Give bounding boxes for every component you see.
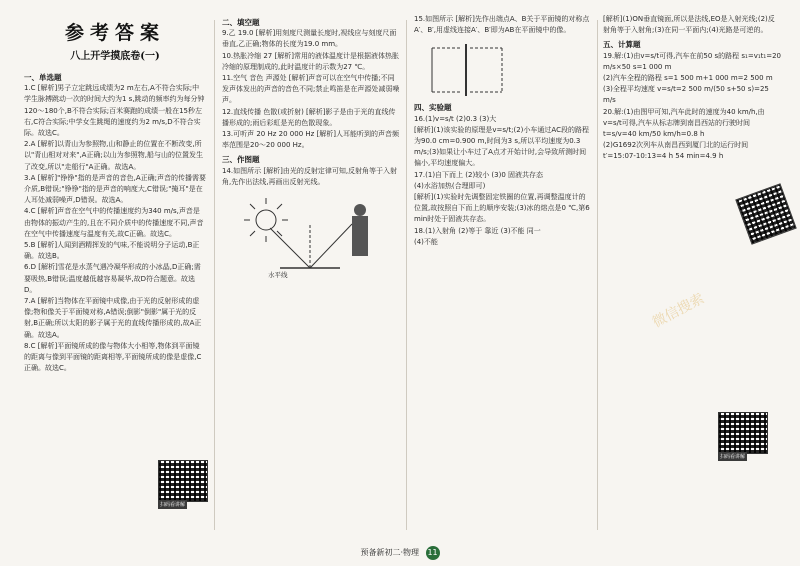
answer-item: 12.直线传播 色散(或折射) [解析]影子是由于光的直线传播形成的;雨后彩虹是光的色散现象。	[222, 107, 396, 127]
answer-item: [解析](1)实验时先调整固定铁圈的位置,再调整温度计的位置,故按照自下而上的顺序安装;(3)冰的熔点是0 ℃,第6 min时处于固液共存态。	[414, 193, 590, 224]
watermark-text: 微信搜索	[649, 290, 707, 332]
answer-item: 18.(1)入射角 (2)等于 靠近 (3)不能 同一	[414, 226, 541, 235]
mirror-diagram	[422, 42, 522, 98]
qr-label: 扫码看讲解	[720, 454, 746, 460]
footer-text: 预备新初二·物理	[360, 548, 419, 557]
page-number: 11	[426, 546, 440, 560]
answer-item: 8.C [解析]平面镜所成的像与物体大小相等,物体到平面镜的距离与像到平面镜的距离相等,平面镜所成的像是虚像,C正确。故选C。	[24, 341, 202, 373]
section-heading: 五、计算题	[603, 40, 641, 50]
answer-item: 20.解:(1)由图甲可知,汽车此时的速度为40 km/h,由v=s/t可得,汽车从标志牌到南昌西站的行驶时间 t=s/v=40 km/50 km/h=0.8 h	[603, 107, 765, 139]
column-divider	[597, 20, 598, 530]
exam-subtitle: 八上开学摸底卷(一)	[70, 51, 160, 62]
answer-item: 10.热胀冷缩 27 [解析]常用的液体温度计是根据液体热胀冷缩的原理制成的,此时温度计的示数为27 ℃。	[222, 51, 399, 71]
answer-item: 7.A [解析]当物体在平面镜中成像,由于光的反射形成的虚像;物和像关于平面镜对称,A错误;倒影"倒影"属于光的反射,B正确;所以太阳的影子属于光的直线传播形成的,故A正确。故选A。	[24, 297, 202, 339]
answer-item: 2.A [解析]以青山为参照物,山和静止的位置在不断改变,所以"青山相对对来",A正确;以山为参照物,船与山的位置发生了改变,所以"走船行"A正确。故选A。	[24, 140, 204, 171]
answer-item: 6.D [解析]雪花是水蒸气遇冷凝华形成的小冰晶,D正确;需要吸热,B错误;温度越低越容易凝华,故D符合题意。故选D。	[24, 263, 201, 294]
reflection-figure	[230, 194, 390, 284]
answer-item: 19.解:(1)由v=s/t可得,汽车在前50 s的路程 s₁=v₁t₁=20 m/s×50 s=1 000 m	[603, 51, 781, 71]
answer-item: (4)不能	[414, 237, 438, 246]
mirror-figure	[422, 42, 522, 98]
reflection-diagram	[230, 194, 390, 284]
page-footer	[0, 546, 800, 560]
answer-item: 17.(1)自下而上 (2)较小 (3)0 固液共存态	[414, 170, 544, 179]
answer-item: 13.可听声 20 Hz 20 000 Hz [解析]人耳能听到的声音频率范围是20～20 000 Hz。	[222, 130, 399, 150]
answer-item: 15.如图所示 [解析]先作出端点A、B关于平面镜的对称点A′、B′,用虚线连接A′、B′即为AB在平面镜中的像。	[414, 15, 590, 35]
column-divider	[406, 20, 407, 530]
answer-item: 1.C [解析]男子立定跳远成绩为2 m左右,A不符合实际;中学生脉搏跳动一次的时间大约为1 s,跳动的频率约为每分钟120～180个,B不符合实际;百米赛跑的成绩一般在15秒左右,C符合实际;中学女生跳绳的速度约为2 m/s,D不符合实际。故选C。	[24, 84, 205, 138]
horizontal-line-label: 水平线	[268, 271, 288, 280]
answer-item: 14.如图所示 [解析]由光的反射定律可知,反射角等于入射角,先作出法线,再画出反射光线。	[222, 166, 398, 186]
answer-item: 11.空气 音色 声源处 [解析]声音可以在空气中传播;不同发声体发出的声音的音色不同;禁止鸣笛是在声源处减弱噪声。	[222, 74, 400, 105]
answer-item: 4.C [解析]声音在空气中的传播速度约为340 m/s,声音是由物体的振动产生的,且在不同介质中的传播速度不同,声音在空气中传播速度与温度有关,故C正确。故选C。	[24, 207, 204, 238]
answer-item: [解析](1)该实验的原理是v=s/t;(2)小车通过AC段的路程为90.0 cm=0.900 m,时间为3 s,所以平均速度为0.3 m/s;(3)如果让小车过了A点才开始计时,会导致所测时间偏小,平均速度偏大。	[414, 125, 589, 168]
answer-item: 3.A [解析]"铮铮"指的是声音的音色,A正确;声音的传播需要介质,B错误;"铮铮"指的是声音的响度大,C错误;"掩耳"是在人耳处减弱噪声,D错误。故选A。	[24, 173, 206, 205]
column-3	[414, 14, 590, 534]
answer-item: (3)全程平均速度 v=s/t=2 500 m/(50 s+50 s)=25 m/s	[603, 85, 769, 105]
column-divider	[214, 20, 215, 530]
column-2	[222, 14, 400, 534]
section-heading: 四、实验题	[414, 103, 452, 113]
qr-label: 扫码看讲解	[160, 502, 186, 508]
answer-item: 9.乙 19.0 [解析]用刻度尺测量长度时,视线应与刻度尺面垂直,乙正确;物体的长度为19.0 mm。	[222, 29, 397, 49]
answer-item: (4)水浴加热(合理即可)	[414, 181, 486, 190]
answer-item: (2)G1692次列车从南昌西到厦门北的运行时间 t′=15:07-10:13=4 h 54 min=4.9 h	[603, 141, 749, 161]
section-heading: 二、填空题	[222, 18, 260, 27]
column-1	[24, 14, 206, 534]
qr-code-icon[interactable]	[718, 412, 768, 454]
section-heading: 一、单选题	[24, 73, 62, 82]
qr-code-icon[interactable]	[158, 460, 208, 502]
section-heading: 三、作图题	[222, 155, 260, 165]
page-title: 参考答案	[64, 22, 165, 44]
answer-item: 5.B [解析]人闻到酒精挥发的气味,不能说明分子运动,B正确。故选B。	[24, 241, 200, 261]
column-4	[603, 14, 781, 534]
answer-item: 16.(1)v=s/t (2)0.3 (3)大	[414, 114, 497, 123]
answer-item: (2)汽车全程的路程 s=1 500 m+1 000 m=2 500 m	[603, 74, 773, 83]
answer-item: [解析](1)ON垂直镜面,所以是法线,EO是入射光线;(2)反射角等于入射角;(3)在同一平面内;(4)光路是可逆的。	[603, 15, 775, 35]
